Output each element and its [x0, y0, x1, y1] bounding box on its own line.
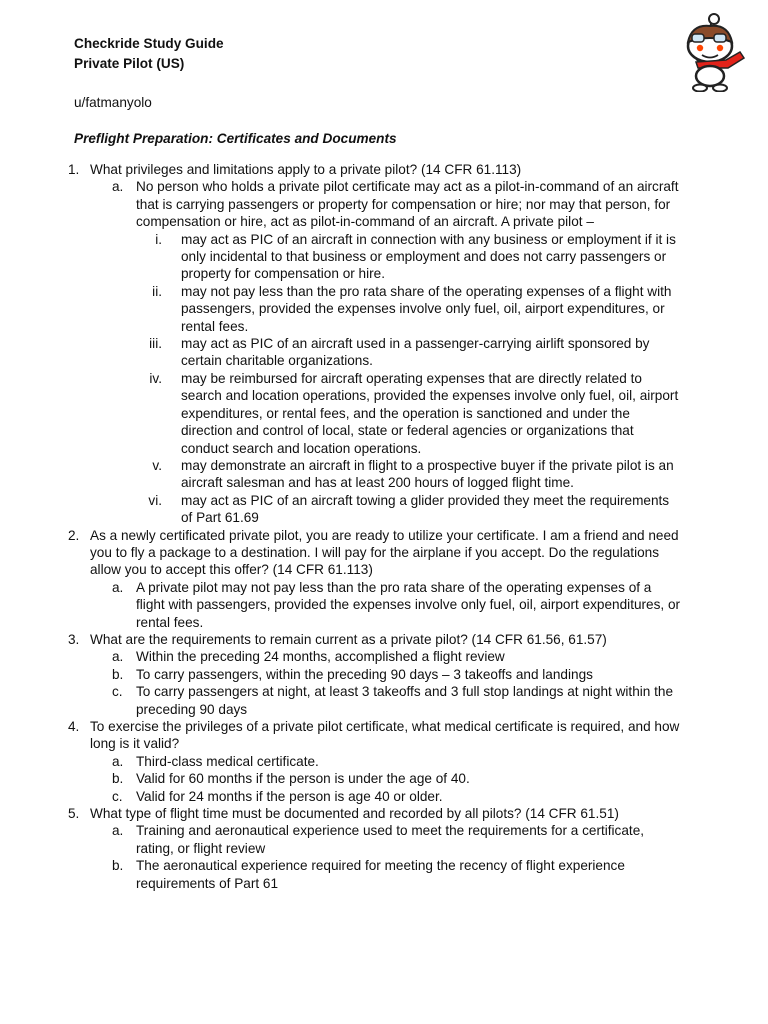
- question-item: [0, 161, 680, 178]
- answer-item: [0, 666, 682, 683]
- answer-text: Valid for 60 months if the person is under the age of 40.: [136, 771, 470, 787]
- question-item: [0, 805, 680, 822]
- question-text: What type of flight time must be documented and recorded by all pilots? (14 CFR 61.51): [90, 806, 619, 822]
- answer-text: Training and aeronautical experience used to meet the requirements for a certificate, rating, or flight review: [136, 823, 645, 856]
- answer-item: [0, 770, 682, 787]
- answer-label: a.: [112, 753, 124, 769]
- answer-label: b.: [112, 771, 124, 787]
- question-number: 4.: [68, 719, 80, 734]
- sub-answer-item: [0, 231, 682, 283]
- sub-answer-item: [0, 283, 682, 335]
- answer-item: [0, 579, 682, 631]
- answer-item: [0, 857, 682, 892]
- question-list: [0, 161, 768, 892]
- sub-answer-text: may act as PIC of an aircraft towing a glider provided they meet the requirements of Part 61.69: [181, 492, 670, 526]
- answer-label: a.: [112, 823, 124, 839]
- answer-text: To carry passengers, within the preceding 90 days – 3 takeoffs and landings: [136, 666, 593, 682]
- document-subtitle: Private Pilot (US): [74, 56, 185, 71]
- document-title: Checkride Study Guide: [74, 36, 224, 51]
- author-name: u/fatmanyolo: [74, 95, 152, 110]
- question-item: [0, 631, 680, 648]
- answer-item: [0, 822, 682, 857]
- sub-answer-text: may act as PIC of an aircraft in connection with any business or employment if it is only incidental to that business or employment and does not carry passengers or property for compensation or hire.: [181, 231, 676, 282]
- question-number: 5.: [68, 806, 80, 822]
- answer-item: [0, 788, 682, 805]
- section-heading: Preflight Preparation: Certificates and Documents: [74, 131, 397, 146]
- sub-answer-text: may demonstrate an aircraft in flight to a prospective buyer if the private pilot is an aircraft salesman and has at least 200 hours of logged flight time.: [181, 457, 674, 491]
- question-item: [0, 718, 680, 753]
- sub-answer-label: iv.: [149, 370, 162, 386]
- question-number: 3.: [68, 631, 80, 647]
- answer-label: c.: [112, 788, 123, 804]
- answer-text: No person who holds a private pilot certificate may act as a pilot-in-command of an aircraft that is carrying passengers or property for compensation or hire; nor may that person, for compensation or hire, act as pilot-in-command of an aircraft. A private pilot –: [136, 179, 679, 230]
- question-item: [0, 527, 680, 579]
- answer-label: a.: [112, 579, 124, 595]
- answer-label: a.: [112, 649, 124, 665]
- answer-item: [0, 753, 682, 770]
- sub-answer-label: i.: [155, 231, 162, 247]
- sub-answer-label: v.: [152, 457, 162, 473]
- answer-label: b.: [112, 666, 124, 682]
- answer-text: To carry passengers at night, at least 3 takeoffs and 3 full stop landings at night within the preceding 90 days: [136, 684, 674, 717]
- question-number: 2.: [68, 527, 80, 543]
- question-text: What privileges and limitations apply to a private pilot? (14 CFR 61.113): [90, 162, 522, 177]
- sub-answer-text: may act as PIC of an aircraft used in a passenger-carrying airlift sponsored by certain charitable organizations.: [181, 336, 650, 369]
- answer-text: Third-class medical certificate.: [136, 753, 319, 769]
- sub-answer-label: vi.: [148, 492, 162, 508]
- answer-text: A private pilot may not pay less than the pro rata share of the operating expenses of a flight with passengers, provided the expenses involve only fuel, oil, airport expenditures, or rental fees.: [136, 579, 681, 630]
- question-number: 1.: [68, 162, 80, 177]
- answer-item: [0, 178, 682, 230]
- sub-answer-item: [0, 492, 682, 527]
- answer-text: Within the preceding 24 months, accomplished a flight review: [136, 649, 505, 665]
- sub-answer-text: may be reimbursed for aircraft operating expenses that are directly related to search and location operations, provided the expenses involve only fuel, oil, airport expenditures, or rental fees, and the operation is sanctioned and under the direction and control of local, state or federal agencies or organizations that conduct search and location operations.: [181, 370, 679, 456]
- reddit-mascot-icon: [670, 12, 746, 92]
- sub-answer-text: may not pay less than the pro rata share of the operating expenses of a flight with passengers, provided the expenses involve only fuel, oil, airport expenditures, or rental fees.: [181, 283, 672, 334]
- sub-answer-label: iii.: [149, 336, 162, 352]
- answer-item: [0, 683, 682, 718]
- sub-answer-label: ii.: [152, 283, 162, 299]
- question-text: As a newly certificated private pilot, you are ready to utilize your certificate. I am a friend and need you to fly a package to a destination. I will pay for the airplane if you accept. Do the regulations allow you to accept this offer? (14 CFR 61.113): [90, 527, 679, 578]
- question-text: What are the requirements to remain current as a private pilot? (14 CFR 61.56, 61.57): [90, 631, 607, 647]
- answer-item: [0, 648, 682, 665]
- question-text: To exercise the privileges of a private pilot certificate, what medical certificate is required, and how long is it valid?: [90, 719, 680, 752]
- answer-label: b.: [112, 858, 124, 874]
- sub-answer-item: [0, 335, 682, 370]
- answer-label: c.: [112, 684, 123, 700]
- answer-text: The aeronautical experience required for meeting the recency of flight experience requirements of Part 61: [136, 858, 625, 891]
- answer-text: Valid for 24 months if the person is age 40 or older.: [136, 788, 443, 804]
- sub-answer-item: [0, 370, 682, 457]
- answer-label: a.: [112, 179, 124, 195]
- sub-answer-item: [0, 457, 682, 492]
